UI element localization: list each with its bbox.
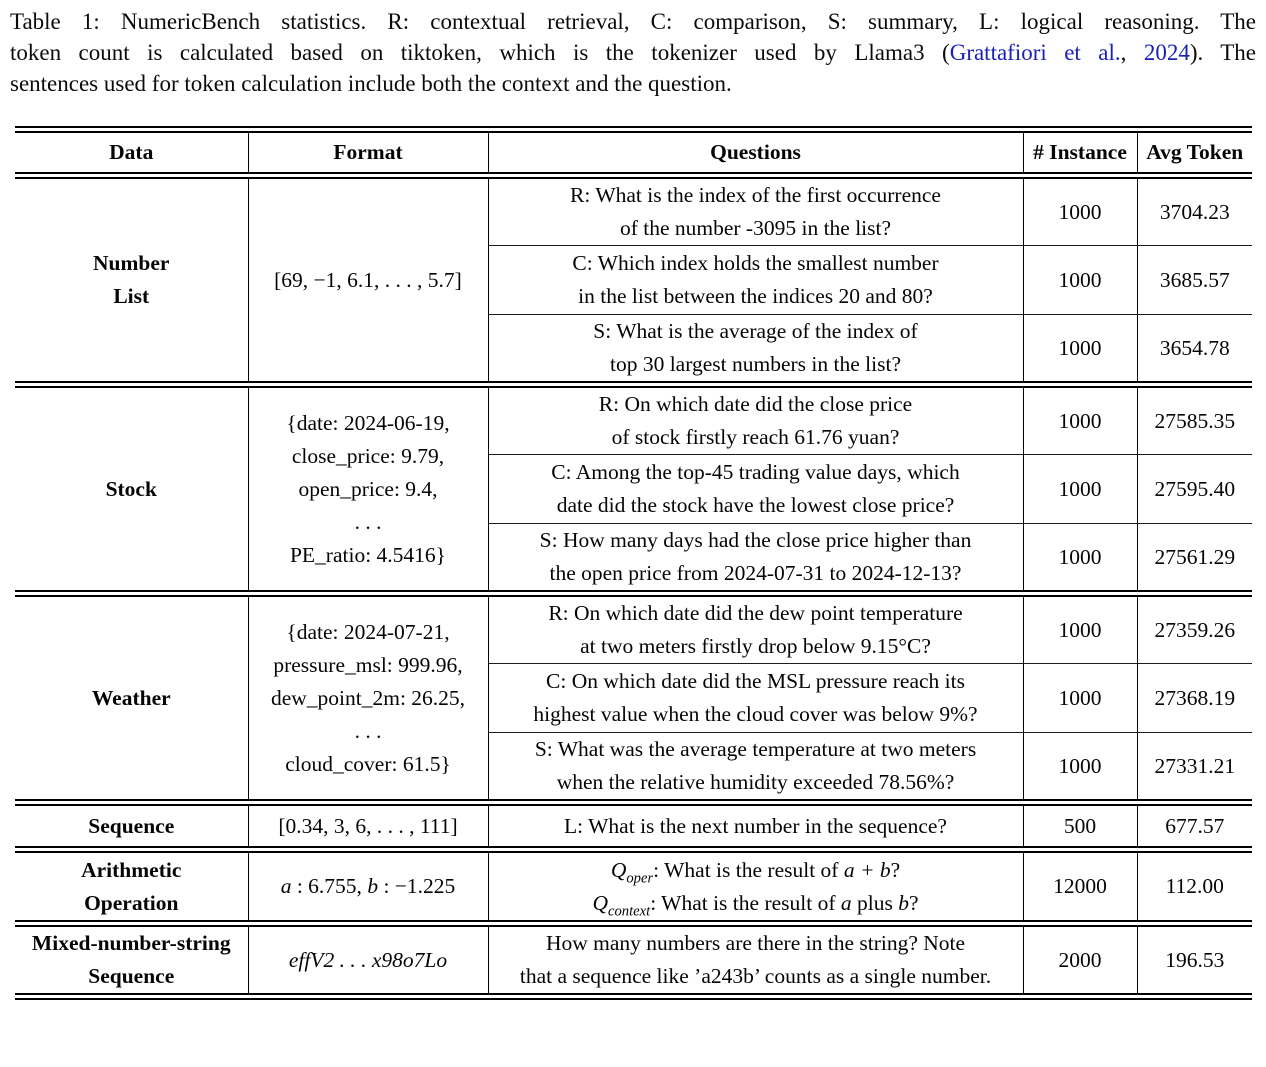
question-text: ? <box>890 857 901 882</box>
group-name-cell <box>15 176 248 385</box>
question-cell <box>488 315 1023 385</box>
math-var-q: Q <box>592 890 608 915</box>
format-line: . . . <box>354 509 382 534</box>
question-text: : What is the result of <box>650 890 841 915</box>
column-header-avg-token: Avg Token <box>1137 130 1252 176</box>
instance-count-cell: 1000 <box>1023 455 1137 524</box>
format-cell <box>248 176 488 385</box>
question-line: S: What was the average temperature at two meters <box>534 737 977 761</box>
column-header-format: Format <box>248 130 488 176</box>
table-caption <box>10 6 1256 99</box>
math-expression: a + b <box>843 857 891 882</box>
caption-line-1: Table 1: NumericBench statistics. R: contextual retrieval, C: comparison, S: summary, L: logical reasoning. The <box>10 9 1256 34</box>
group-name-line: Number <box>93 251 170 275</box>
format-cell <box>248 594 488 803</box>
instance-count-cell: 1000 <box>1023 246 1137 315</box>
citation-year-link[interactable]: 2024 <box>1143 40 1190 65</box>
table-header <box>15 130 1252 176</box>
format-line: effV2 . . . x98o7Lo <box>288 947 448 972</box>
avg-token-cell: 27368.19 <box>1137 664 1252 733</box>
format-cell <box>248 803 488 850</box>
question-line: of stock firstly reach 61.76 yuan? <box>611 425 900 449</box>
format-line: [0.34, 3, 6, . . . , 111] <box>278 813 458 838</box>
format-line: cloud_cover: 61.5} <box>285 751 451 776</box>
question-text: plus <box>851 890 899 915</box>
question-line: C: Which index holds the smallest number <box>572 251 939 275</box>
question-line <box>493 854 1019 887</box>
format-line: . . . <box>354 718 382 743</box>
instance-count-cell: 1000 <box>1023 315 1137 385</box>
question-line: How many numbers are there in the string? Note <box>545 931 966 955</box>
question-line: that a sequence like ’a243b’ counts as a single number. <box>519 964 992 988</box>
question-cell <box>488 385 1023 455</box>
question-cell <box>488 594 1023 664</box>
table-row <box>15 594 1252 664</box>
instance-count-cell: 2000 <box>1023 924 1137 997</box>
question-line: top 30 largest numbers in the list? <box>609 352 901 376</box>
question-line: at two meters firstly drop below 9.15°C? <box>580 634 931 658</box>
group-name-line: Weather <box>91 685 171 710</box>
table-row <box>15 385 1252 455</box>
question-text: ? <box>908 890 919 915</box>
group-name-line: Stock <box>105 476 157 501</box>
citation-authors-link[interactable]: Grattafiori et al. <box>949 40 1121 65</box>
format-cell <box>248 385 488 594</box>
numericbench-table <box>15 126 1252 1000</box>
format-cell <box>248 850 488 924</box>
group-name-line: Sequence <box>88 813 175 838</box>
question-cell <box>488 246 1023 315</box>
caption-text-post: ). The <box>1189 40 1257 65</box>
question-line: C: On which date did the MSL pressure reach its <box>546 669 965 693</box>
avg-token-cell: 112.00 <box>1137 850 1252 924</box>
math-var-a: a <box>840 890 852 915</box>
table-row <box>15 924 1252 997</box>
header-row <box>15 130 1252 176</box>
math-var-b: b <box>898 890 909 915</box>
question-line: L: What is the next number in the sequence? <box>564 813 947 838</box>
group-name-cell <box>15 924 248 997</box>
format-text: : −1.225 <box>378 874 456 898</box>
format-cell <box>248 924 488 997</box>
format-line: close_price: 9.79, <box>291 443 445 468</box>
avg-token-cell: 3704.23 <box>1137 176 1252 246</box>
format-line: {date: 2024-06-19, <box>286 410 450 435</box>
group-name-cell <box>15 385 248 594</box>
group-name-cell <box>15 850 248 924</box>
column-header-instance: # Instance <box>1023 130 1137 176</box>
question-cell <box>488 733 1023 803</box>
question-cell <box>488 803 1023 850</box>
instance-count-cell: 500 <box>1023 803 1137 850</box>
caption-line-2 <box>10 37 1256 68</box>
group-name-line: Sequence <box>88 964 175 988</box>
format-text: : 6.755, <box>291 874 368 898</box>
question-line: R: On which date did the close price <box>598 392 913 416</box>
column-header-data: Data <box>15 130 248 176</box>
group-name-line: List <box>113 284 150 308</box>
question-line: S: What is the average of the index of <box>593 319 918 343</box>
avg-token-cell: 3685.57 <box>1137 246 1252 315</box>
group-name-cell <box>15 594 248 803</box>
caption-line-3: sentences used for token calculation include both the context and the question. <box>10 71 732 96</box>
instance-count-cell: 12000 <box>1023 850 1137 924</box>
format-line: [69, −1, 6.1, . . . , 5.7] <box>274 267 462 292</box>
math-subscript: context <box>608 902 651 919</box>
group-name-line: Arithmetic <box>81 857 182 882</box>
math-var-b: b <box>367 874 379 898</box>
question-line: R: On which date did the dew point temperature <box>548 601 963 625</box>
instance-count-cell: 1000 <box>1023 664 1137 733</box>
table-row <box>15 803 1252 850</box>
question-cell <box>488 524 1023 594</box>
question-cell <box>488 176 1023 246</box>
math-var-q: Q <box>610 857 627 882</box>
avg-token-cell: 677.57 <box>1137 803 1252 850</box>
table-row <box>15 850 1252 924</box>
avg-token-cell: 27585.35 <box>1137 385 1252 455</box>
table-body <box>15 176 1252 997</box>
question-cell <box>488 924 1023 997</box>
question-line: R: What is the index of the first occurrence <box>570 183 941 207</box>
question-cell <box>488 850 1023 924</box>
caption-text-pre: token count is calculated based on tiktoken, which is the tokenizer used by Llama3 ( <box>10 40 950 65</box>
group-name-cell <box>15 803 248 850</box>
avg-token-cell: 3654.78 <box>1137 315 1252 385</box>
format-line: PE_ratio: 4.5416} <box>289 542 447 567</box>
instance-count-cell: 1000 <box>1023 385 1137 455</box>
format-line: open_price: 9.4, <box>298 476 438 501</box>
avg-token-cell: 27595.40 <box>1137 455 1252 524</box>
instance-count-cell: 1000 <box>1023 176 1137 246</box>
avg-token-cell: 196.53 <box>1137 924 1252 997</box>
question-line <box>493 887 1019 920</box>
caption-text-comma: , <box>1120 40 1144 65</box>
instance-count-cell: 1000 <box>1023 594 1137 664</box>
instance-count-cell: 1000 <box>1023 733 1137 803</box>
math-var-a: a <box>280 874 292 898</box>
question-line: highest value when the cloud cover was below 9%? <box>533 702 978 726</box>
avg-token-cell: 27331.21 <box>1137 733 1252 803</box>
question-cell <box>488 455 1023 524</box>
question-line: when the relative humidity exceeded 78.56%? <box>556 770 955 794</box>
question-line: date did the stock have the lowest close price? <box>556 493 955 517</box>
question-line: S: How many days had the close price higher than <box>539 528 972 552</box>
instance-count-cell: 1000 <box>1023 524 1137 594</box>
avg-token-cell: 27359.26 <box>1137 594 1252 664</box>
question-line: of the number -3095 in the list? <box>619 216 892 240</box>
question-line: in the list between the indices 20 and 80? <box>578 284 933 308</box>
question-cell <box>488 664 1023 733</box>
column-header-questions: Questions <box>488 130 1023 176</box>
group-name-line: Operation <box>84 890 179 915</box>
question-line: C: Among the top-45 trading value days, which <box>551 460 960 484</box>
question-text: : What is the result of <box>653 857 844 882</box>
format-line: {date: 2024-07-21, <box>286 619 450 644</box>
math-subscript: oper <box>626 869 654 886</box>
format-line: dew_point_2m: 26.25, <box>270 685 466 710</box>
avg-token-cell: 27561.29 <box>1137 524 1252 594</box>
format-line: pressure_msl: 999.96, <box>273 652 463 677</box>
question-line: the open price from 2024-07-31 to 2024-12-13? <box>549 561 962 585</box>
group-name-line: Mixed-number-string <box>31 931 231 955</box>
table-row <box>15 176 1252 246</box>
format-line <box>253 870 484 903</box>
paper-page <box>0 6 1266 1067</box>
